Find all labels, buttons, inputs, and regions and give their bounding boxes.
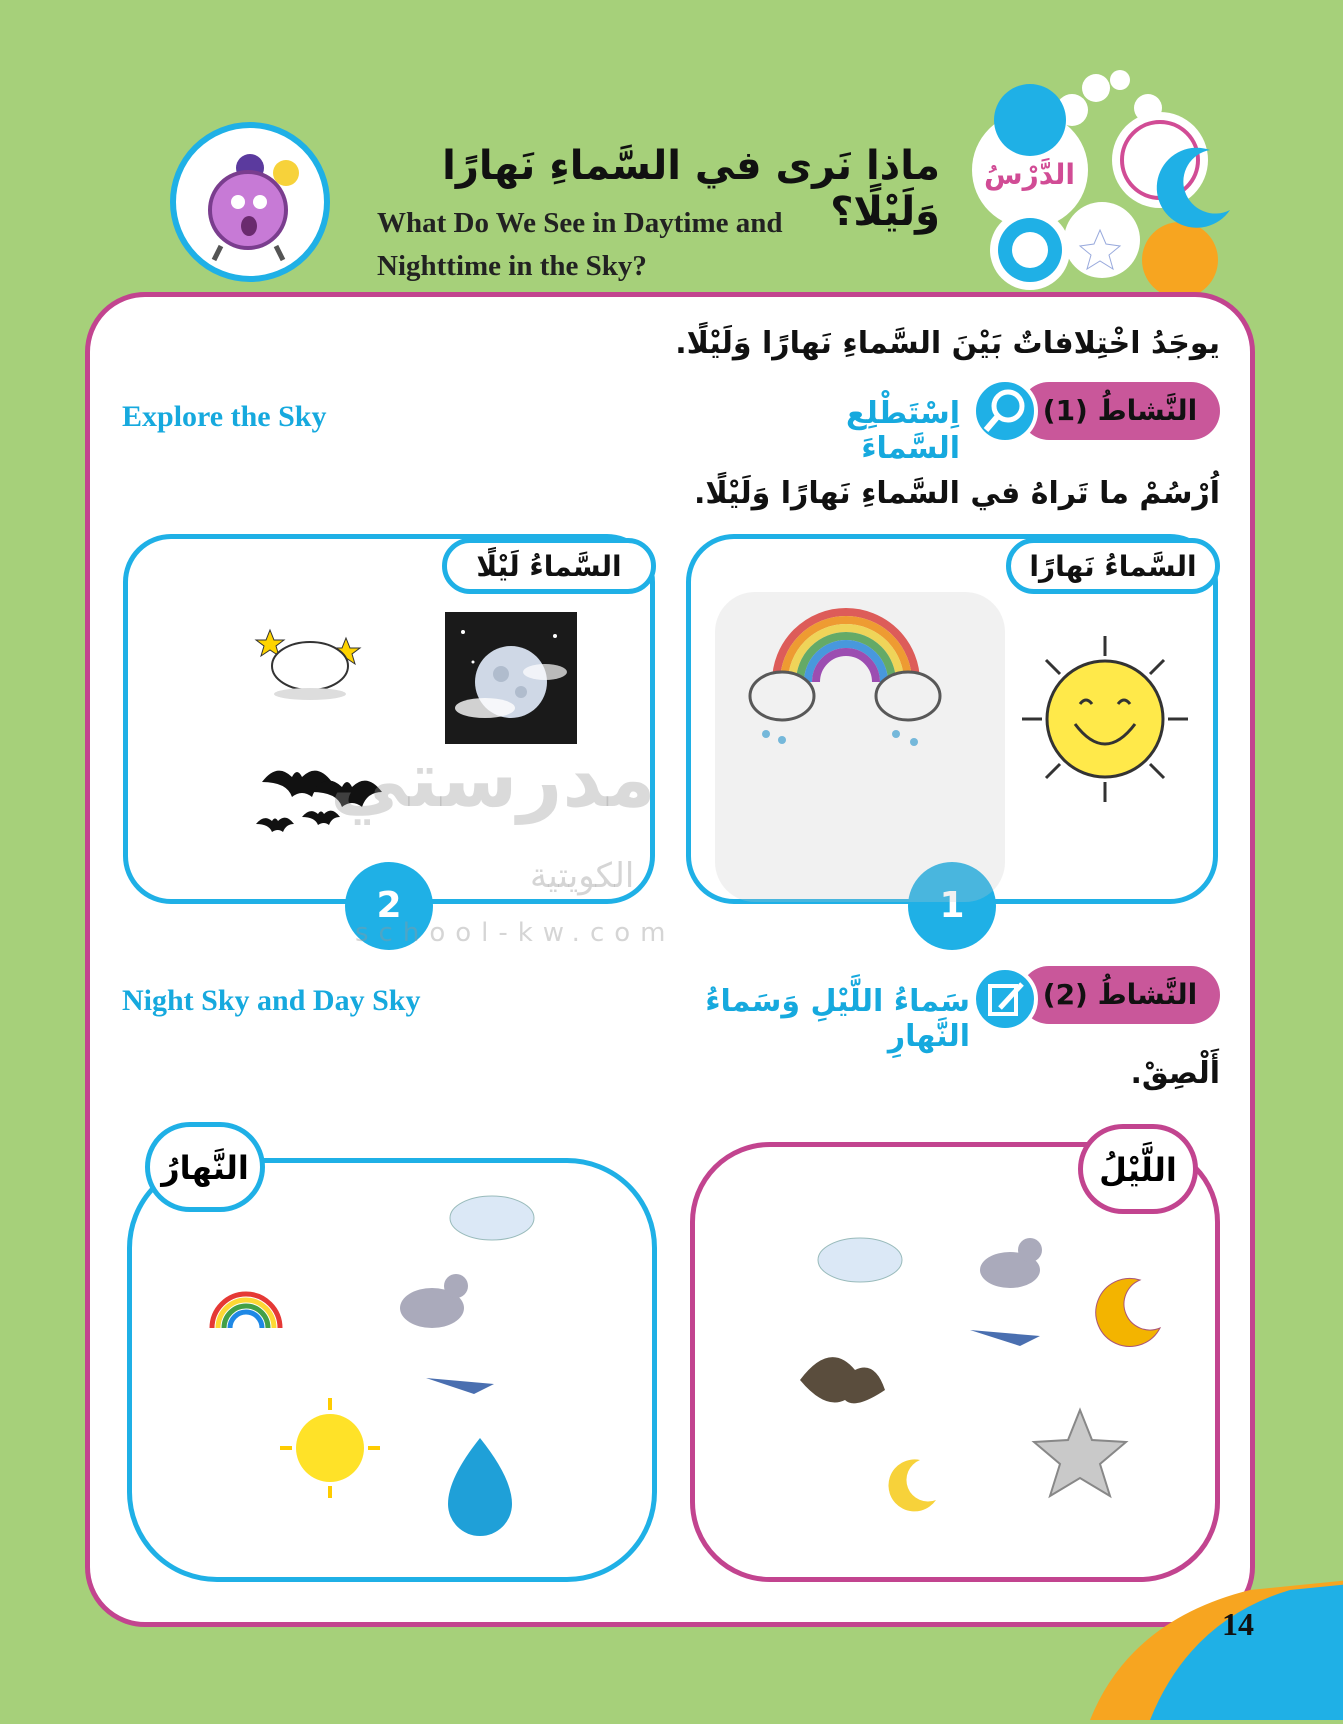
watermark-url: school-kw.com [355,918,676,948]
night-box-number: 2 [345,862,433,950]
intro-text: يوجَدُ اخْتِلافاتٌ بَيْنَ السَّماءِ نَهارًا وَلَيْلًا. [675,326,1220,361]
page-corner [1090,1580,1343,1720]
activity2-title: سَماءُ اللَّيْلِ وَسَماءُ النَّهارِ [705,984,970,1054]
page-title-english-line2: Nighttime in the Sky? [377,250,647,282]
sleeping-cloud-icon [248,622,368,722]
night-box-label: السَّماءُ لَيْلًا [442,538,656,594]
night-sticker-label: اللَّيْلُ [1078,1124,1198,1214]
lesson-badge: الدَّرْسُ [983,158,1075,191]
activity1-title-english: Explore the Sky [122,400,327,433]
pencil-icon [972,966,1038,1032]
moon-night-image [445,612,577,744]
day-box-number: 1 [908,862,996,950]
day-sticker-items [200,1188,600,1538]
sun-icon [1020,634,1190,804]
activity2-instruction: أَلْصِقْ. [1130,1056,1220,1091]
activity1-title: اِسْتَطْلِع السَّماءَ [846,396,960,466]
night-sticker-items [780,1220,1200,1540]
day-box-label: السَّماءُ نَهارًا [1006,538,1220,594]
day-sticker-label: النَّهارُ [145,1122,265,1212]
watermark-subtext: الكويتية [530,856,635,896]
page-title-english-line1: What Do We See in Daytime and [377,207,783,239]
watermark-text: مدرستي [330,735,656,825]
page-title-arabic: ماذا نَرى في السَّماءِ نَهارًا وَلَيْلًا؟ [442,143,940,235]
alarm-clock-icon [170,122,330,282]
page-number: 14 [1222,1606,1254,1642]
activity1-label: النَّشاطُ (1) [1020,382,1220,440]
activity2-label: النَّشاطُ (2) [1020,966,1220,1024]
activity2-title-english: Night Sky and Day Sky [122,984,421,1017]
watermark-logo [715,592,1005,902]
activity1-instruction: اُرْسُمْ ما تَراهُ في السَّماءِ نَهارًا وَلَيْلًا. [693,476,1220,511]
magnifier-icon [972,378,1038,444]
